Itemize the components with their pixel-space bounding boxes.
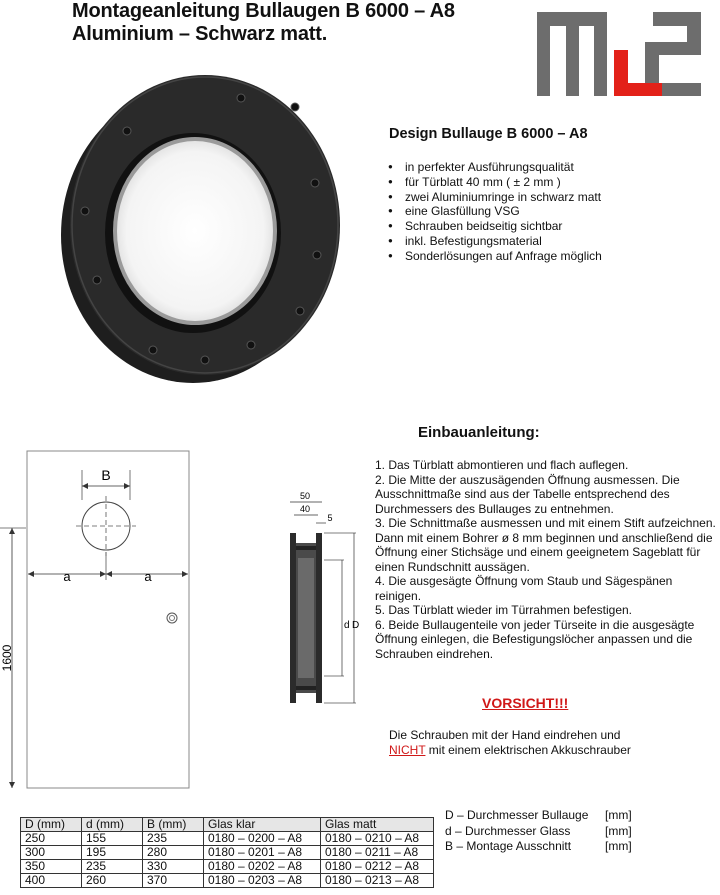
legend-unit: [mm] xyxy=(605,808,632,822)
cell: 280 xyxy=(143,846,204,860)
cell: 0180 – 0212 – A8 xyxy=(321,860,434,874)
legend-row xyxy=(445,808,632,824)
label-b: B xyxy=(101,467,111,483)
title-line-1: Montageanleitung Bullaugen B 6000 – A8 xyxy=(72,0,455,22)
note-red-word: NICHT xyxy=(389,743,426,757)
company-logo xyxy=(537,12,701,98)
label-a-right: a xyxy=(144,569,152,584)
porthole-image xyxy=(55,75,345,387)
col-header: B (mm) xyxy=(143,818,204,832)
page-title xyxy=(72,0,455,46)
col-header: d (mm) xyxy=(82,818,143,832)
cell: 300 xyxy=(21,846,82,860)
legend-unit: [mm] xyxy=(605,839,632,853)
table-row xyxy=(21,860,434,874)
feature-list xyxy=(388,160,602,264)
col-header: Glas matt xyxy=(321,818,434,832)
install-step: 5. Das Türblatt wieder im Türrahmen befestigen. xyxy=(375,603,633,617)
cell: 195 xyxy=(82,846,143,860)
feature-item: ● zwei Aluminiumringe in schwarz matt xyxy=(388,190,602,205)
label-height: 1600 xyxy=(0,644,14,672)
cell: 0180 – 0202 – A8 xyxy=(204,860,321,874)
cell: 400 xyxy=(21,874,82,888)
install-step: 2. Die Mitte der auszusägenden Öffnung ausmessen. Die Ausschnittmaße sind aus der Tabelle entsprechend des Durchmessers des Bullauges zu entnehmen. xyxy=(375,472,680,516)
feature-item: ● Sonderlösungen auf Anfrage möglich xyxy=(388,249,602,264)
cell: 0180 – 0210 – A8 xyxy=(321,832,434,846)
warning-heading: VORSICHT!!! xyxy=(482,695,569,711)
profile-drawing xyxy=(270,488,360,708)
table-row xyxy=(21,874,434,888)
install-steps xyxy=(375,458,720,661)
cell: 155 xyxy=(82,832,143,846)
door-drawing xyxy=(0,440,200,800)
install-step: 1. Das Türblatt abmontieren und flach auflegen. xyxy=(375,458,629,472)
cell: 235 xyxy=(82,860,143,874)
col-header: Glas klar xyxy=(204,818,321,832)
dimension-table xyxy=(20,817,434,888)
product-title: Design Bullauge B 6000 – A8 xyxy=(389,126,588,142)
cell: 330 xyxy=(143,860,204,874)
table-header-row xyxy=(21,818,434,832)
legend-text: B – Montage Ausschnitt xyxy=(445,839,572,853)
dim-50: 50 xyxy=(299,491,311,501)
col-header: D (mm) xyxy=(21,818,82,832)
cell: 0180 – 0200 – A8 xyxy=(204,832,321,846)
cell: 350 xyxy=(21,860,82,874)
cell: 0180 – 0203 – A8 xyxy=(204,874,321,888)
legend-text: d – Durchmesser Glass xyxy=(445,823,571,838)
note-rest: mit einem elektrischen Akkuschrauber xyxy=(425,743,631,757)
legend-unit: [mm] xyxy=(605,823,632,838)
dim-5: 5 xyxy=(327,513,333,523)
dimension-legend xyxy=(445,808,632,855)
table-row xyxy=(21,846,434,860)
label-d-small: d xyxy=(344,620,350,631)
install-step: 4. Die ausgesägte Öffnung vom Staub und Sägespänen reinigen. xyxy=(375,574,673,603)
label-d-big: D xyxy=(352,620,360,631)
feature-item: ● für Türblatt 40 mm ( ± 2 mm ) xyxy=(388,175,602,190)
cell: 0180 – 0211 – A8 xyxy=(321,846,434,860)
cell: 0180 – 0213 – A8 xyxy=(321,874,434,888)
install-step: 3. Die Schnittmaße ausmessen und mit einem Stift aufzeichnen. Dann mit einem Bohrer ø 8 mm beginnen und anschließend die Öffnung einer Stichsäge und einem geeignetem Sageblatt für einen Rundschnitt aussägen. xyxy=(375,516,716,574)
feature-item: ● in perfekter Ausführungsqualität xyxy=(388,160,602,175)
cell: 250 xyxy=(21,832,82,846)
table-row xyxy=(21,832,434,846)
warning-note xyxy=(389,728,631,758)
cell: 260 xyxy=(82,874,143,888)
dim-40: 40 xyxy=(299,504,311,514)
cell: 370 xyxy=(143,874,204,888)
cell: 235 xyxy=(143,832,204,846)
feature-item: ● eine Glasfüllung VSG xyxy=(388,204,602,219)
install-step: 6. Beide Bullaugenteile von jeder Türseite in die ausgesägte Öffnung einlegen, die Befestigungslöcher anpassen und die Schrauben eindrehen. xyxy=(375,617,695,661)
note-line-1: Die Schrauben mit der Hand eindrehen und xyxy=(389,728,621,742)
cell: 0180 – 0201 – A8 xyxy=(204,846,321,860)
legend-text: D – Durchmesser Bullauge xyxy=(445,808,589,822)
install-title: Einbauanleitung: xyxy=(418,424,540,441)
note-line-2 xyxy=(389,743,631,758)
feature-item: ● inkl. Befestigungsmaterial xyxy=(388,234,602,249)
legend-row xyxy=(445,839,632,855)
legend-row xyxy=(445,824,632,840)
feature-item: ● Schrauben beidseitig sichtbar xyxy=(388,219,602,234)
title-line-2: Aluminium – Schwarz matt. xyxy=(72,23,328,45)
label-a-left: a xyxy=(63,569,71,584)
